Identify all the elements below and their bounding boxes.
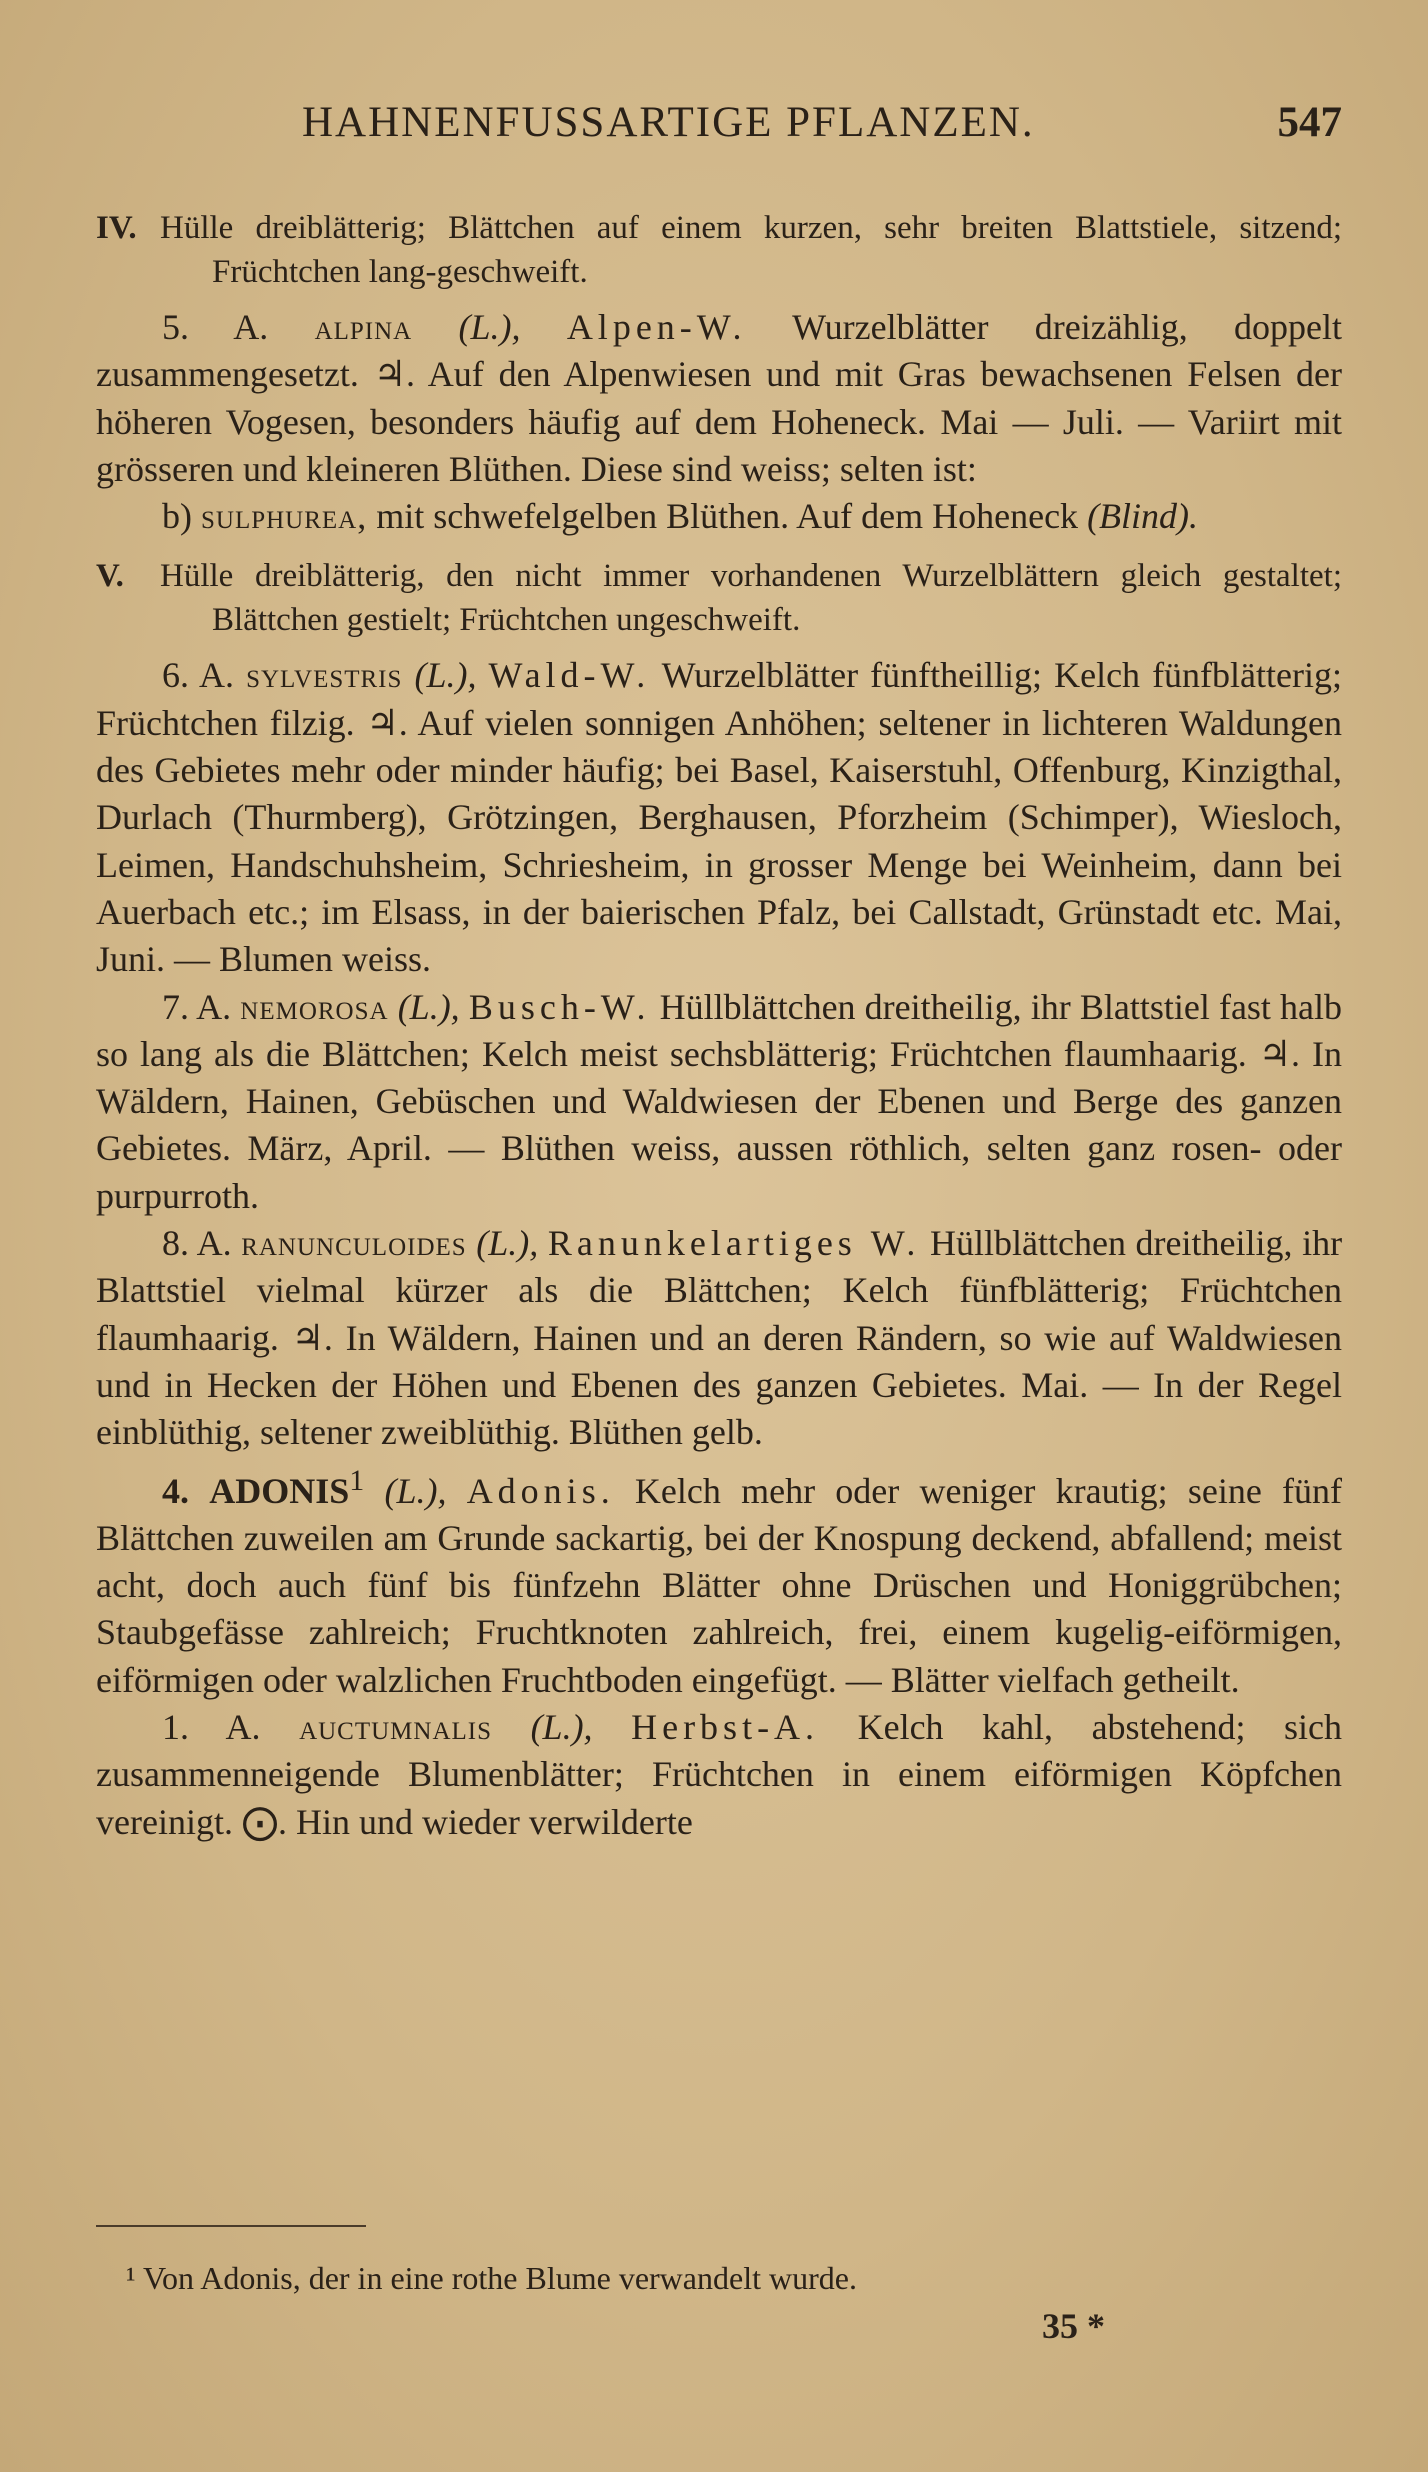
species-entry: [96, 1220, 1342, 1456]
species-entry: [96, 1704, 1342, 1846]
species-author: (L.),: [414, 655, 477, 696]
species-genus: A.: [225, 1707, 261, 1748]
footnote-mark: ¹: [126, 2260, 136, 2296]
common-name: Wald-W.: [488, 655, 651, 696]
species-number: 8.: [162, 1223, 189, 1264]
common-name: Ranunkelartiges W.: [547, 1223, 921, 1264]
key-section-iv: [96, 206, 1342, 294]
species-name: sylvestris: [246, 655, 403, 696]
footnote-text: Von Adonis, der in eine rothe Blume verwandelt wurde.: [143, 2260, 857, 2296]
species-author: (L.),: [530, 1707, 593, 1748]
key-text: Hülle dreiblätterig; Blättchen auf einem kurzen, sehr breiten Blattstiele, sitzend; Früchtchen lang-geschweift.: [160, 210, 1342, 290]
species-name: alpina: [314, 307, 413, 347]
species-genus: A.: [196, 986, 232, 1027]
species-number: 1.: [162, 1707, 189, 1748]
key-section-v: [96, 554, 1342, 642]
footnote-divider: [96, 2225, 366, 2227]
species-name: ranunculoides: [241, 1223, 467, 1264]
species-author: (L.),: [476, 1223, 539, 1264]
species-entry: [96, 304, 1342, 493]
page-body: [96, 192, 1342, 1846]
variety-reference: (Blind).: [1087, 496, 1199, 537]
footnote-marker: 1: [349, 1463, 365, 1497]
running-title: HAHNENFUSSARTIGE PFLANZEN.: [302, 99, 1035, 146]
species-number: 5.: [162, 307, 189, 347]
common-name: Herbst-A.: [631, 1707, 820, 1748]
common-name: Alpen-W.: [566, 307, 747, 347]
species-description: Hüllblättchen dreitheilig, ihr Blattstiel vielmal kürzer als die Blättchen; Kelch fünfblätterig; Früchtchen flaumhaarig. ♃. In Wäldern, Hainen und an deren Rändern, so wie auf Waldwiesen und in Hecken der Höhen und Ebenen des ganzen Gebietes. Mai. — In der Regel einblüthig, seltener zweiblüthig. Blüthen gelb.: [96, 1223, 1343, 1453]
species-genus: A.: [196, 1223, 232, 1264]
species-author: (L.),: [397, 986, 460, 1027]
variety-label: b): [162, 496, 192, 537]
species-genus: A.: [233, 307, 269, 347]
species-number: 7.: [162, 986, 189, 1027]
species-description: Kelch kahl, abstehend; sich zusammenneigende Blumenblätter; Früchtchen in einem eiförmigen Köpfchen vereinigt. ⨀. Hin und wieder verwilderte: [96, 1707, 1343, 1842]
genus-number: 4.: [162, 1470, 189, 1511]
species-description: Wurzelblätter fünftheillig; Kelch fünfblätterig; Früchtchen filzig. ♃. Auf vielen sonnigen Anhöhen; seltener in lichteren Waldungen des Gebietes mehr oder minder häufig; bei Basel, Kaiserstuhl, Offenburg, Kinzigthal, Durlach (Thurmberg), Grötzingen, Berghausen, Pforzheim (Schimper), Wiesloch, Leimen, Handschuhsheim, Schriesheim, in grosser Menge bei Weinheim, dann bei Auerbach etc.; im Elsass, in der baierischen Pfalz, bei Callstadt, Grünstadt etc. Mai, Juni. — Blumen weiss.: [96, 655, 1343, 980]
species-name: auctumnalis: [299, 1707, 493, 1748]
genus-description: Kelch mehr oder weniger krautig; seine fünf Blättchen zuweilen am Grunde sackartig, bei der Knospung deckend, abfallend; meist acht, doch auch fünf bis fünfzehn Blätter ohne Drüschen und Honiggrübchen; Staubgefässe zahlreich; Fruchtknoten zahlreich, frei, einem kugelig-eiförmigen, eiförmigen oder walzlichen Fruchtboden eingefügt. — Blätter vielfach getheilt.: [96, 1470, 1342, 1700]
key-number: IV.: [96, 210, 137, 246]
variety-entry: [96, 493, 1342, 540]
printer-signature: 35 *: [1042, 2306, 1105, 2346]
genus-name: ADONIS: [209, 1470, 350, 1511]
species-description: Hüllblättchen dreitheilig, ihr Blattstiel fast halb so lang als die Blättchen; Kelch meist sechsblätterig; Früchtchen flaumhaarig. ♃. In Wäldern, Hainen, Gebüschen und Waldwiesen der Ebenen und Berge des ganzen Gebietes. März, April. — Blüthen weiss, aussen röthlich, selten ganz rosen- oder purpurroth.: [96, 986, 1343, 1216]
common-name: Adonis.: [466, 1470, 615, 1511]
key-number: V.: [96, 558, 124, 595]
genus-author: (L.),: [384, 1470, 447, 1511]
species-genus: A.: [199, 655, 235, 696]
common-name: Busch-W.: [468, 986, 651, 1027]
running-header: [92, 98, 1342, 158]
footnote: [126, 2260, 857, 2297]
species-entry: [96, 984, 1342, 1220]
key-text: Hülle dreiblätterig, den nicht immer vorhandenen Wurzelblättern gleich gestaltet; Blättchen gestielt; Früchtchen ungeschweift.: [160, 558, 1342, 639]
variety-name: sulphurea,: [201, 496, 368, 537]
species-entry: [96, 652, 1342, 983]
page-number: 547: [1277, 99, 1342, 146]
species-description: Wurzelblätter dreizählig, doppelt zusammengesetzt. ♃. Auf den Alpenwiesen und mit Gras bewachsenen Felsen der höheren Vogesen, besonders häufig auf dem Hoheneck. Mai — Juli. — Variirt mit grösseren und kleineren Blüthen. Diese sind weiss; selten ist:: [96, 307, 1342, 489]
variety-description: mit schwefelgelben Blüthen. Auf dem Hoheneck: [376, 496, 1079, 537]
species-name: nemorosa: [240, 986, 389, 1027]
genus-entry: [96, 1457, 1342, 1704]
species-number: 6.: [162, 655, 189, 696]
species-author: (L.),: [458, 307, 521, 347]
